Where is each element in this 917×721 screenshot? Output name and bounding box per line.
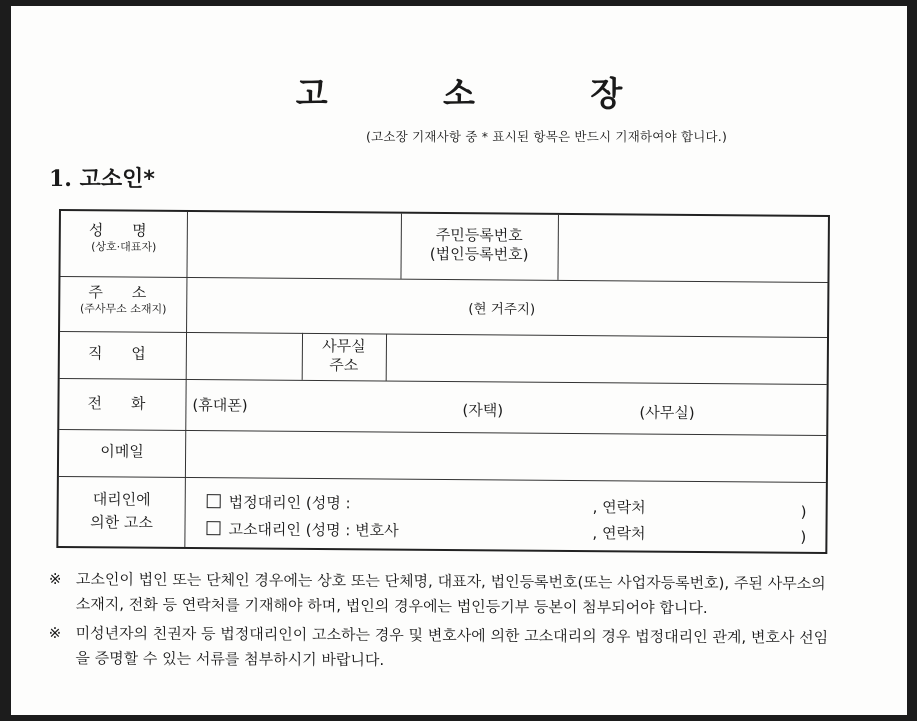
name-field[interactable] [187, 212, 401, 279]
lawyer-agent-text: 고소대리인 (성명 : 변호사 [228, 520, 399, 540]
office-address-field[interactable] [387, 335, 828, 384]
home-phone-label: (자택) [462, 401, 504, 420]
address-hint: (현 거주지) [468, 301, 536, 318]
name-label: 성 명 [88, 221, 159, 240]
document-page [11, 6, 907, 715]
legal-agent-close-paren: ) [800, 502, 807, 521]
legal-agent-text: 법정대리인 (성명 : [228, 493, 351, 513]
id-label: 주민등록번호 [435, 225, 523, 245]
address-sublabel: (주사무소 소재지) [79, 301, 167, 316]
id-sublabel: (법인등록번호) [429, 244, 529, 264]
lawyer-agent-contact-label: , 연락처 [592, 524, 646, 543]
footnote-text: 고소인이 법인 또는 단체인 경우에는 상호 또는 단체명, 대표자, 법인등록번호(또는 사업자등록번호), 주된 사무소의 소재지, 전화 등 연락처를 기재해야 하며, 법인의 경우에는 법인등기부 등본이 첨부되어야 합니다. [75, 570, 826, 618]
agent-label-cell [58, 488, 184, 535]
lawyer-agent-option[interactable] [206, 518, 398, 541]
lawyer-agent-checkbox[interactable] [206, 521, 220, 535]
name-label-cell [61, 221, 187, 254]
footnotes [48, 567, 839, 680]
complainant-form [56, 209, 830, 554]
address-label: 주 소 [88, 283, 159, 302]
footnote-text: 미성년자의 친권자 등 법정대리인이 고소하는 경우 및 변호사에 의한 고소대리의 경우 법정대리인 관계, 변호사 선임을 증명할 수 있는 서류를 첨부하시기 바랍니다. [75, 624, 829, 670]
id-label-cell [401, 226, 558, 265]
job-field[interactable] [187, 333, 302, 380]
office-address-label-line1: 사무실 [322, 337, 366, 356]
reference-mark-icon: ※ [48, 623, 62, 643]
section-label: 고소인* [79, 167, 155, 192]
name-sublabel: (상호·대표자) [91, 240, 157, 254]
address-field[interactable] [187, 278, 828, 337]
agent-label-line1: 대리인에 [92, 490, 151, 509]
section-heading [49, 162, 155, 193]
job-label: 직 업 [87, 344, 158, 363]
footnote-minor [48, 621, 838, 676]
email-label: 이메일 [100, 442, 144, 461]
id-number-field[interactable] [558, 215, 829, 282]
office-phone-label: (사무실) [639, 403, 695, 422]
office-address-label-line2: 주소 [329, 355, 359, 375]
document-title: 고 소 장 [295, 74, 675, 113]
legal-agent-checkbox[interactable] [207, 494, 221, 508]
mobile-phone-label: (휴대폰) [192, 396, 248, 415]
footnote-corporate [49, 567, 839, 622]
legal-agent-option[interactable] [207, 491, 351, 513]
reference-mark-icon: ※ [48, 569, 62, 589]
section-number: 1. [49, 166, 72, 192]
address-label-cell [60, 283, 186, 316]
phone-label: 전 화 [87, 394, 158, 413]
office-address-label-cell [302, 337, 386, 375]
required-fields-note: (고소장 기재사항 중 * 표시된 항목은 반드시 기재하여야 합니다.) [366, 129, 728, 144]
email-field[interactable] [186, 431, 827, 482]
agent-label-line2: 의한 고소 [90, 513, 153, 532]
phone-field[interactable] [186, 380, 827, 435]
lawyer-agent-close-paren: ) [800, 527, 807, 546]
legal-agent-contact-label: , 연락처 [592, 498, 646, 517]
